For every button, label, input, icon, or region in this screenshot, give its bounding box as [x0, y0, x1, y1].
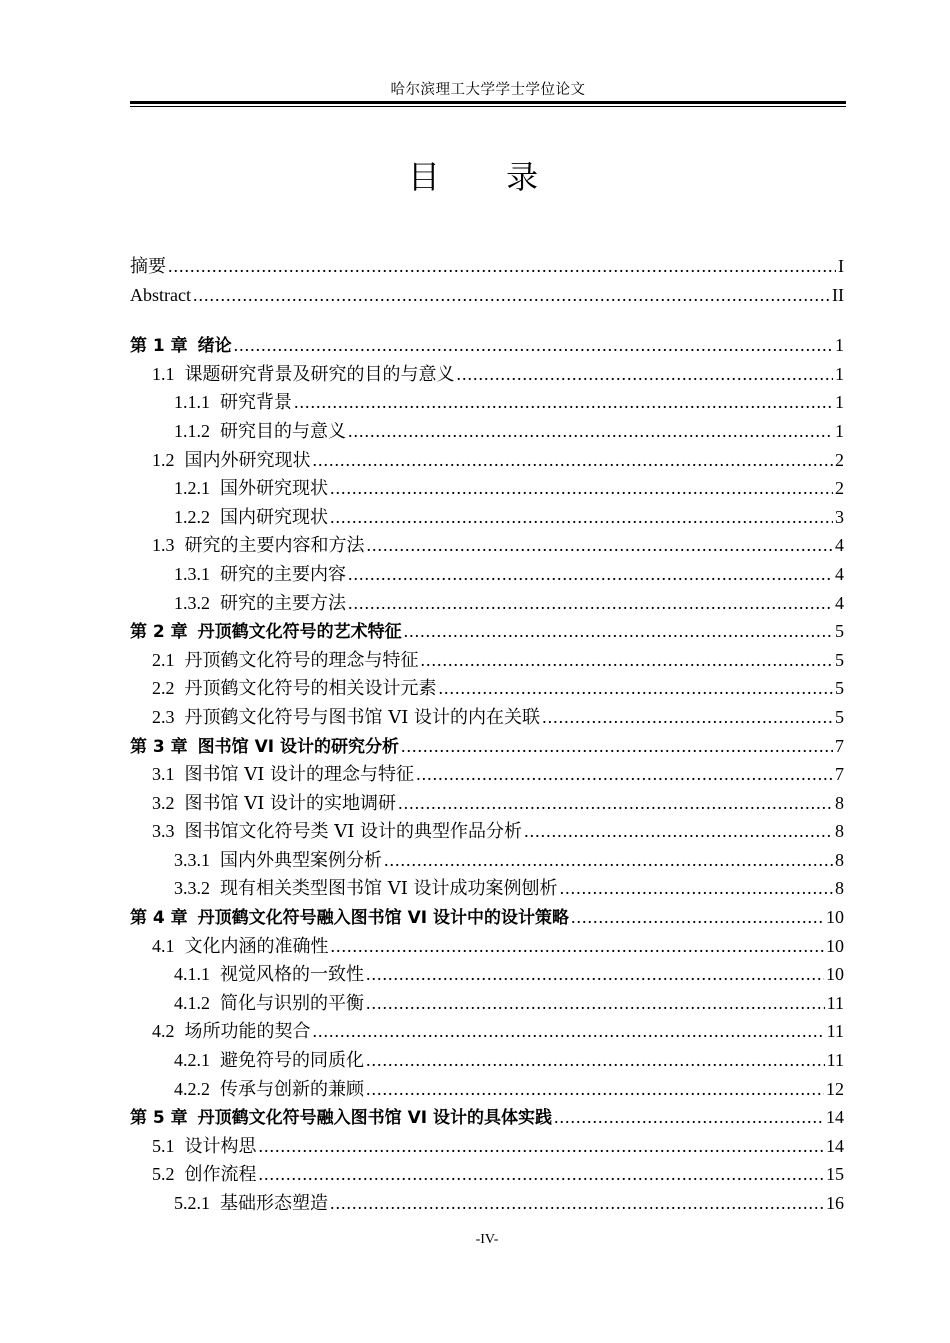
toc-entry-label: [174, 874, 558, 904]
toc-leader-dots: [366, 1046, 825, 1075]
toc-section-entry[interactable]: [130, 703, 844, 732]
toc-entry-number: 5.2: [152, 1164, 175, 1185]
toc-entry-page: 10: [826, 935, 844, 956]
toc-entry-number: 第 1 章: [130, 336, 188, 357]
toc-leader-dots: [416, 760, 833, 789]
toc-entry-page: 11: [826, 992, 844, 1013]
toc-entry-number: 3.1: [152, 764, 175, 785]
toc-entry-label: [174, 1046, 364, 1076]
toc-entry-page: I: [838, 256, 844, 276]
toc-chapter-entry[interactable]: [130, 903, 844, 932]
toc-leader-dots: [330, 1189, 824, 1218]
toc-section-entry[interactable]: [130, 1017, 844, 1046]
toc-entry-text: 简化与识别的平衡: [220, 992, 364, 1014]
toc-entry-number: 4.1: [152, 935, 175, 956]
toc-entry-number: 1.1: [152, 363, 175, 384]
toc-entry-label: [174, 1189, 328, 1219]
toc-leader-dots: [401, 732, 833, 761]
toc-section-entry[interactable]: [130, 360, 844, 389]
toc-entry-label: [130, 904, 569, 933]
toc-entry-text: 视觉风格的一致性: [220, 964, 364, 986]
toc-entry-page: 4: [835, 592, 844, 613]
toc-entry-text: 文化内涵的准确性: [184, 935, 329, 957]
toc-leader-dots: [168, 252, 836, 281]
toc-entry-page: 5: [835, 678, 844, 699]
toc-leader-dots: [404, 617, 833, 646]
toc-leader-dots: [348, 560, 833, 589]
toc-subsection-entry[interactable]: [130, 503, 844, 532]
toc-leader-dots: [313, 446, 834, 475]
toc-leader-dots: [330, 474, 833, 503]
toc-subsection-entry[interactable]: [130, 1075, 844, 1104]
toc-entry-text: 国内研究现状: [220, 506, 328, 528]
toc-subsection-entry[interactable]: [130, 874, 844, 903]
toc-entry-abstract-en[interactable]: [130, 281, 844, 310]
toc-entry-label: [174, 474, 328, 504]
toc-entry-label: [152, 674, 437, 704]
toc-entry-text: 图书馆 VI 设计的实地调研: [184, 792, 397, 814]
toc-entry-page: 1: [835, 420, 844, 441]
toc-entry-label: [174, 560, 346, 590]
toc-entry-page: 1: [835, 363, 844, 384]
toc-entry-number: 1.2.1: [174, 478, 210, 499]
toc-entry-label: [152, 703, 540, 733]
toc-entry-page: 4: [835, 563, 844, 584]
toc-entry-number: 1.2: [152, 449, 175, 470]
toc-entry-page: 11: [826, 1021, 844, 1042]
toc-leader-dots: [294, 388, 833, 417]
toc-entry-text: 研究的主要内容和方法: [184, 535, 365, 557]
toc-entry-page: 12: [826, 1078, 844, 1099]
toc-leader-dots: [384, 846, 833, 875]
toc-entry-label: [174, 503, 328, 533]
toc-entry-number: 5.2.1: [174, 1193, 210, 1213]
toc-entry-label: Abstract: [130, 284, 191, 305]
toc-entry-text: 课题研究背景及研究的目的与意义: [184, 363, 455, 385]
toc-entry-number: 1.3: [152, 535, 175, 556]
toc-entry-text: 研究目的与意义: [220, 420, 346, 442]
toc-leader-dots: [193, 281, 830, 310]
toc-leader-dots: [259, 1160, 825, 1189]
toc-entry-text: 研究的主要方法: [220, 592, 346, 614]
toc-entry-number: 2.3: [152, 706, 175, 727]
toc-entry-text: 丹顶鹤文化符号的艺术特征: [197, 622, 402, 643]
toc-entry-text: 研究背景: [220, 392, 292, 414]
toc-entry-number: 4.1.1: [174, 964, 210, 985]
page-title: 目 录: [407, 158, 567, 196]
toc-entry-number: 3.3.1: [174, 849, 210, 870]
toc-entry-page: 10: [826, 964, 844, 985]
toc-subsection-entry[interactable]: [130, 846, 844, 875]
toc-entry-text: 研究的主要内容: [220, 563, 346, 585]
toc-entry-label: [174, 989, 364, 1019]
toc-entry-page: 8: [835, 849, 844, 870]
toc-entry-number: 1.3.1: [174, 563, 210, 584]
toc-subsection-entry[interactable]: [130, 417, 844, 446]
header-rule-thick: [130, 101, 846, 104]
page-number: -IV-: [475, 1232, 499, 1247]
toc-entry-number: 1.1.2: [174, 420, 210, 441]
toc-entry-text: 绪论: [197, 336, 232, 357]
toc-subsection-entry[interactable]: [130, 1189, 844, 1218]
toc-section-entry[interactable]: [130, 817, 844, 846]
toc-entry-label: [152, 817, 522, 847]
toc-entry-number: 第 4 章: [130, 908, 188, 929]
toc-entry-page: 7: [835, 764, 844, 785]
toc-entry-number: 1.2.2: [174, 506, 210, 527]
toc-leader-dots: [457, 360, 834, 389]
toc-leader-dots: [366, 1075, 824, 1104]
toc-entry-text: 创作流程: [184, 1164, 257, 1186]
toc-leader-dots: [421, 646, 834, 675]
toc-entry-text: 基础形态塑造: [220, 1193, 328, 1214]
toc-entry-label: [152, 760, 414, 790]
toc-leader-dots: [330, 503, 833, 532]
toc-chapter-entry[interactable]: [130, 1103, 844, 1132]
toc-section-entry[interactable]: [130, 932, 844, 961]
toc-entry-text: 国外研究现状: [220, 478, 328, 500]
toc-entry-text: 丹顶鹤文化符号的理念与特征: [184, 649, 419, 671]
toc-chapter-entry[interactable]: [130, 732, 844, 761]
toc-entry-label: [130, 733, 399, 762]
toc-entry-text: 避免符号的同质化: [220, 1050, 364, 1072]
toc-entry-label: 摘要: [130, 256, 166, 277]
toc-entry-page: 10: [826, 907, 844, 928]
toc-entry-number: 5.1: [152, 1135, 175, 1156]
toc-entry-label: [152, 360, 455, 390]
toc-entry-label: [152, 932, 329, 962]
toc-leader-dots: [524, 817, 833, 846]
toc-entry-page: 3: [835, 506, 844, 527]
toc-leader-dots: [331, 932, 825, 961]
toc-entry-label: [152, 1132, 257, 1162]
toc-entry-text: 传承与创新的兼顾: [220, 1078, 364, 1100]
toc-entry-label: [130, 618, 402, 647]
toc-entry-page: 5: [835, 706, 844, 727]
toc-leader-dots: [560, 874, 833, 903]
toc-subsection-entry[interactable]: [130, 388, 844, 417]
toc-entry-page: 7: [835, 735, 844, 756]
toc-entry-label: [152, 531, 365, 561]
toc-subsection-entry[interactable]: [130, 589, 844, 618]
toc-entry-number: 4.2.2: [174, 1078, 210, 1099]
toc-subsection-entry[interactable]: [130, 989, 844, 1018]
toc-entry-text: 丹顶鹤文化符号与图书馆 VI 设计的内在关联: [184, 706, 541, 728]
toc-entry-label: [174, 589, 346, 619]
toc-entry-page: 5: [835, 621, 844, 642]
toc-entry-page: 8: [835, 792, 844, 813]
toc-entry-number: 4.1.2: [174, 992, 210, 1013]
toc-entry-number: 第 5 章: [130, 1108, 188, 1129]
toc-entry-number: 4.2: [152, 1021, 175, 1042]
toc-section-entry[interactable]: [130, 674, 844, 703]
toc-entry-text: 丹顶鹤文化符号融入图书馆 VI 设计的具体实践: [197, 1108, 552, 1129]
toc-entry-text: 国内外研究现状: [184, 449, 311, 471]
table-of-contents: [130, 252, 844, 1218]
toc-entry-page: 8: [835, 821, 844, 842]
toc-leader-dots: [259, 1132, 825, 1161]
toc-chapter-entry[interactable]: [130, 617, 844, 646]
toc-section-entry[interactable]: [130, 1132, 844, 1161]
toc-entry-page: 1: [835, 392, 844, 413]
toc-entry-number: 第 3 章: [130, 736, 188, 757]
toc-entry-label: [152, 1017, 311, 1047]
toc-section-entry[interactable]: [130, 446, 844, 475]
toc-entry-label: [152, 789, 396, 819]
toc-entry-number: 1.1.1: [174, 392, 210, 413]
toc-subsection-entry[interactable]: [130, 474, 844, 503]
toc-entry-label: [152, 1160, 257, 1190]
toc-entry-number: 1.3.2: [174, 592, 210, 613]
toc-subsection-entry[interactable]: [130, 560, 844, 589]
toc-leader-dots: [234, 331, 833, 360]
toc-entry-label: [130, 332, 232, 361]
toc-entry-label: [174, 960, 364, 990]
toc-entry-number: 4.2.1: [174, 1050, 210, 1071]
toc-entry-label: [152, 446, 311, 476]
toc-entry-label: [174, 417, 346, 447]
toc-entry-page: 4: [835, 535, 844, 556]
toc-entry-label: [174, 388, 292, 418]
toc-section-entry[interactable]: [130, 789, 844, 818]
header-rule-thin: [130, 106, 846, 107]
toc-section-entry[interactable]: [130, 531, 844, 560]
toc-leader-dots: [542, 703, 833, 732]
toc-entry-text: 国内外典型案例分析: [220, 849, 382, 871]
toc-entry-abstract-cn[interactable]: [130, 252, 844, 281]
toc-entry-label: [152, 646, 419, 676]
toc-entry-number: 3.3: [152, 821, 175, 842]
toc-entry-page: 2: [835, 478, 844, 499]
toc-section-entry[interactable]: [130, 760, 844, 789]
toc-entry-page: 1: [835, 335, 844, 356]
toc-entry-number: 2.1: [152, 649, 175, 670]
toc-leader-dots: [398, 789, 833, 818]
toc-entry-label: [174, 1075, 364, 1105]
toc-leader-dots: [313, 1017, 825, 1046]
toc-chapter-entry[interactable]: [130, 331, 844, 360]
toc-entry-page: 11: [826, 1050, 844, 1071]
toc-entry-page: 15: [826, 1164, 844, 1185]
toc-leader-dots: [571, 903, 824, 932]
toc-entry-text: 丹顶鹤文化符号融入图书馆 VI 设计中的设计策略: [197, 908, 569, 929]
toc-spacer: [130, 309, 844, 331]
toc-section-entry[interactable]: [130, 1160, 844, 1189]
toc-leader-dots: [366, 960, 824, 989]
toc-entry-page: 5: [835, 649, 844, 670]
toc-entry-number: 3.3.2: [174, 878, 210, 899]
toc-leader-dots: [367, 531, 834, 560]
toc-entry-page: 8: [835, 878, 844, 899]
toc-entry-text: 设计构思: [184, 1135, 257, 1157]
toc-entry-text: 图书馆 VI 设计的研究分析: [197, 736, 399, 757]
toc-leader-dots: [554, 1103, 824, 1132]
toc-leader-dots: [348, 589, 833, 618]
toc-entry-label: [130, 1104, 552, 1133]
toc-entry-text: 丹顶鹤文化符号的相关设计元素: [184, 678, 437, 700]
toc-entry-page: 2: [835, 449, 844, 470]
toc-entry-number: 3.2: [152, 792, 175, 813]
toc-entry-label: [174, 846, 382, 876]
toc-entry-text: 图书馆文化符号类 VI 设计的典型作品分析: [184, 821, 523, 843]
running-header: 哈尔滨理工大学学士学位论文: [390, 82, 586, 98]
toc-entry-page: II: [832, 284, 844, 305]
toc-entry-text: 图书馆 VI 设计的理念与特征: [184, 764, 415, 786]
toc-entry-text: 现有相关类型图书馆 VI 设计成功案例刨析: [220, 878, 558, 900]
toc-leader-dots: [366, 989, 825, 1018]
toc-entry-page: 14: [826, 1135, 844, 1156]
toc-entry-page: 16: [826, 1193, 844, 1213]
toc-entry-number: 2.2: [152, 678, 175, 699]
toc-leader-dots: [439, 674, 834, 703]
toc-entry-list: [130, 331, 844, 1217]
toc-entry-page: 14: [826, 1107, 844, 1128]
toc-subsection-entry[interactable]: [130, 960, 844, 989]
toc-entry-number: 第 2 章: [130, 622, 188, 643]
toc-entry-text: 场所功能的契合: [184, 1021, 311, 1043]
toc-subsection-entry[interactable]: [130, 1046, 844, 1075]
toc-leader-dots: [348, 417, 833, 446]
toc-section-entry[interactable]: [130, 646, 844, 675]
